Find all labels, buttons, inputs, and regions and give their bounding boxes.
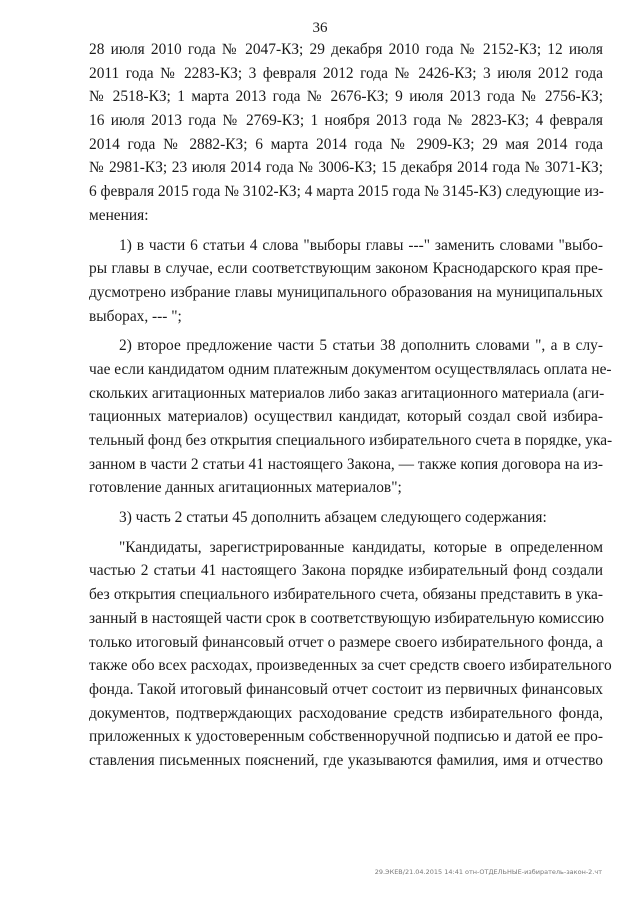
text-line: готовление данных агитационных материалов"; bbox=[89, 479, 402, 497]
text-line: дусмотрено избрание главы муниципального образования на муниципальных bbox=[89, 283, 603, 301]
text-line: менения: bbox=[89, 206, 149, 224]
footer-file-stamp: 29.ЭКЕВ/21.04.2015 14:41 отн-ОТДЕЛЬНЫЕ-избиратель-закон-2.чт bbox=[374, 868, 602, 876]
text-line: ры главы в случае, если соответствующим законом Краснодарского края пре- bbox=[89, 260, 603, 278]
text-line: без открытия специального избирательного счета, обязаны представить в ука- bbox=[89, 586, 603, 604]
text-line: чае если кандидатом одним платежным документом осуществлялась оплата не- bbox=[89, 360, 612, 378]
text-line: 1) в части 6 статьи 4 слова "выборы главы ---" заменить словами "выбо- bbox=[119, 236, 603, 254]
text-line: выборах, --- "; bbox=[89, 307, 182, 325]
page-number: 36 bbox=[312, 20, 328, 36]
text-line: 2014 года № 2882-КЗ; 6 марта 2014 года № 2909-КЗ; 29 мая 2014 года bbox=[89, 135, 603, 153]
text-line: скольких агитационных материалов либо заказ агитационного материала (аги- bbox=[89, 384, 605, 402]
text-line: занном в части 2 статьи 41 настоящего Закона, — также копия договора на из- bbox=[89, 455, 603, 473]
text-line: также обо всех расходах, произведенных за счет средств своего избирательного bbox=[89, 657, 612, 675]
text-line: 2) второе предложение части 5 статьи 38 дополнить словами ", а в слу- bbox=[119, 337, 603, 355]
text-line: документов, подтверждающих расходование средств избирательного фонда, bbox=[89, 704, 603, 722]
text-line: № 2981-КЗ; 23 июля 2014 года № 3006-КЗ; 15 декабря 2014 года № 3071-КЗ; bbox=[89, 159, 603, 177]
text-line: тационных материалов) осуществил кандидат, который создал свой избира- bbox=[89, 408, 603, 426]
text-line: "Кандидаты, зарегистрированные кандидаты, которые в определенном bbox=[119, 538, 603, 556]
text-line: занный в настоящей части срок в соответствующую избирательную комиссию bbox=[89, 609, 605, 627]
text-line: тельный фонд без открытия специального избирательного счета в порядке, ука- bbox=[89, 432, 613, 449]
text-line: 28 июля 2010 года № 2047-КЗ; 29 декабря 2010 года № 2152-КЗ; 12 июля bbox=[89, 41, 603, 58]
text-line: 3) часть 2 статьи 45 дополнить абзацем следующего содержания: bbox=[119, 509, 547, 527]
text-line: фонда. Такой итоговый финансовый отчет состоит из первичных финансовых bbox=[89, 680, 603, 698]
body-text bbox=[89, 38, 613, 773]
text-line: 6 февраля 2015 года № 3102-КЗ; 4 марта 2015 года № 3145-КЗ) следующие из- bbox=[89, 183, 604, 201]
text-line: ставления письменных пояснений, где указываются фамилия, имя и отчество bbox=[89, 751, 603, 769]
text-line: № 2518-КЗ; 1 марта 2013 года № 2676-КЗ; 9 июля 2013 года № 2756-КЗ; bbox=[89, 88, 603, 106]
text-line: приложенных к удостоверенным собственноручной подписью и датой ее про- bbox=[89, 728, 603, 746]
text-line: частью 2 статьи 41 настоящего Закона порядке избирательный фонд создали bbox=[89, 562, 603, 580]
text-line: только итоговый финансовый отчет о размере своего избирательного фонда, а bbox=[89, 633, 603, 651]
text-line: 16 июля 2013 года № 2769-КЗ; 1 ноября 2013 года № 2823-КЗ; 4 февраля bbox=[89, 112, 603, 130]
text-line: 2011 года № 2283-КЗ; 3 февраля 2012 года № 2426-КЗ; 3 июля 2012 года bbox=[89, 64, 603, 82]
